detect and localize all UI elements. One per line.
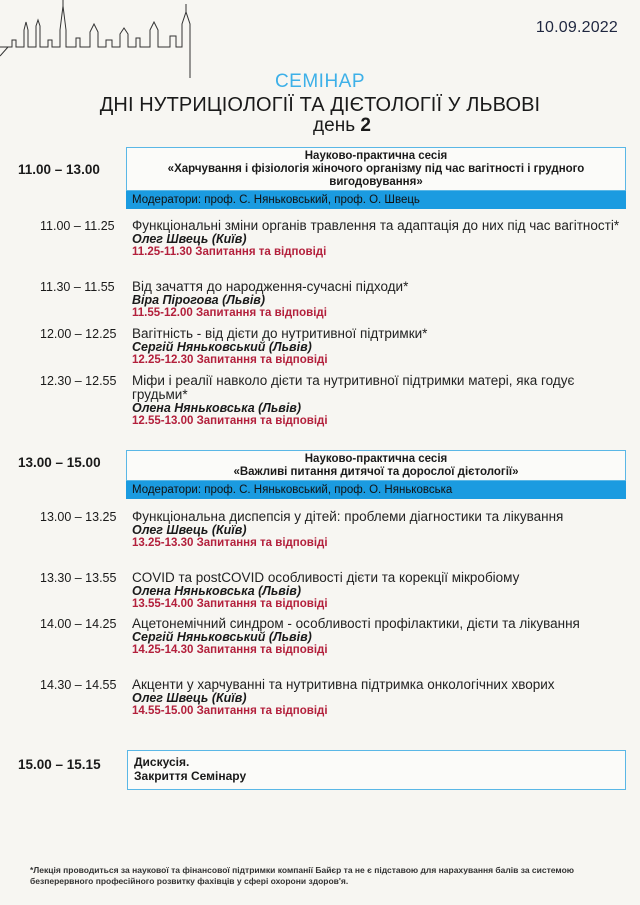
session-time: 11.00 – 13.00 [18, 162, 100, 177]
talk-body [132, 510, 622, 550]
session-title-box [126, 147, 626, 191]
talk-time: 11.30 – 11.55 [40, 280, 115, 294]
session-header [126, 147, 626, 209]
talk-qa: 13.25-13.30 Запитання та відповіді [132, 537, 328, 549]
talk-title: Міфи і реалії навколо дієти та нутритивної підтримки матері, яка годує грудьми* [132, 373, 575, 402]
talk-speaker: Олег Швець (Київ) [132, 691, 247, 705]
discussion-box [127, 750, 626, 790]
session-title: «Важливі питання дитячої та дорослої дієтології» [233, 466, 519, 478]
talk-qa: 14.55-15.00 Запитання та відповіді [132, 705, 328, 717]
talk-body [132, 280, 622, 320]
talk-speaker: Олена Няньковська (Львів) [132, 401, 302, 415]
talk-body [132, 617, 622, 657]
talk-body [132, 374, 622, 428]
talk-speaker: Сергій Няньковський (Львів) [132, 340, 312, 354]
talk-title: COVID та postCOVID особливості дієти та корекції мікробіому [132, 570, 520, 585]
talk-body [132, 219, 622, 259]
session-header [126, 450, 626, 499]
day-number: 2 [360, 115, 371, 136]
talk-time: 13.30 – 13.55 [40, 571, 117, 585]
discussion-time: 15.00 – 15.15 [18, 757, 101, 772]
talk-title: Акценти у харчуванні та нутритивна підтримка онкологічних хворих [132, 677, 555, 692]
talk-time: 14.30 – 14.55 [40, 678, 117, 692]
lviv-skyline-logo [0, 0, 200, 80]
talk-qa: 13.55-14.00 Запитання та відповіді [132, 598, 328, 610]
session-type: Науково-практична сесія [304, 453, 448, 465]
talk-time: 12.30 – 12.55 [40, 374, 117, 388]
session-time: 13.00 – 15.00 [18, 455, 101, 470]
talk-speaker: Олена Няньковська (Львів) [132, 584, 302, 598]
talk-time: 11.00 – 11.25 [40, 219, 115, 233]
day-word: день [313, 115, 356, 136]
talk-time: 13.00 – 13.25 [40, 510, 117, 524]
talk-speaker: Віра Пірогова (Львів) [132, 293, 266, 307]
talk-time: 12.00 – 12.25 [40, 327, 117, 341]
talk-qa: 12.25-12.30 Запитання та відповіді [132, 354, 328, 366]
talk-time: 14.00 – 14.25 [40, 617, 117, 631]
talk-speaker: Олег Швець (Київ) [132, 523, 247, 537]
talk-body [132, 678, 622, 718]
moderators-bar: Модератори: проф. С. Няньковський, проф. О. Швець [126, 191, 626, 209]
talk-title: Вагітність - від дієти до нутритивної підтримки* [132, 326, 428, 341]
event-date: 10.09.2022 [535, 19, 618, 36]
talk-qa: 14.25-14.30 Запитання та відповіді [132, 644, 328, 656]
closing-label: Закриття Семінару [134, 769, 247, 783]
talk-body [132, 327, 622, 367]
footnote: *Лекція проводиться за наукової та фінансової підтримки компанії Байєр та не є підставою для нарахування балів за системою безперервного професійного розвитку фахівців у сфері охорони здоров'я. [30, 865, 575, 886]
seminar-label: СЕМІНАР [274, 71, 366, 92]
session-title-box [126, 450, 626, 481]
moderators-bar: Модератори: проф. С. Няньковський, проф. О. Няньковська [126, 481, 626, 499]
page-title: ДНІ НУТРИЦІОЛОГІЇ ТА ДІЄТОЛОГІЇ У ЛЬВОВІ [99, 94, 541, 116]
talk-qa: 12.55-13.00 Запитання та відповіді [132, 415, 328, 427]
discussion-label: Дискусія. [134, 755, 190, 769]
session-type: Науково-практична сесія [304, 150, 448, 162]
talk-title: Від зачаття до народження-сучасні підходи* [132, 279, 409, 294]
talk-speaker: Олег Швець (Київ) [132, 232, 247, 246]
talk-speaker: Сергій Няньковський (Львів) [132, 630, 312, 644]
talk-qa: 11.25-11.30 Запитання та відповіді [132, 246, 327, 258]
talk-body [132, 571, 622, 611]
page-header [0, 72, 640, 136]
session-title: «Харчування і фізіологія жіночого організму під час вагітності і грудного вигодовування» [167, 163, 585, 188]
talk-qa: 11.55-12.00 Запитання та відповіді [132, 307, 327, 319]
talk-title: Ацетонемічний синдром - особливості профілактики, дієти та лікування [132, 616, 580, 631]
talk-title: Функціональні зміни органів травлення та адаптація до них під час вагітності* [132, 218, 620, 233]
day-label [44, 116, 640, 136]
talk-title: Функціональна диспепсія у дітей: проблеми діагностики та лікування [132, 509, 564, 524]
